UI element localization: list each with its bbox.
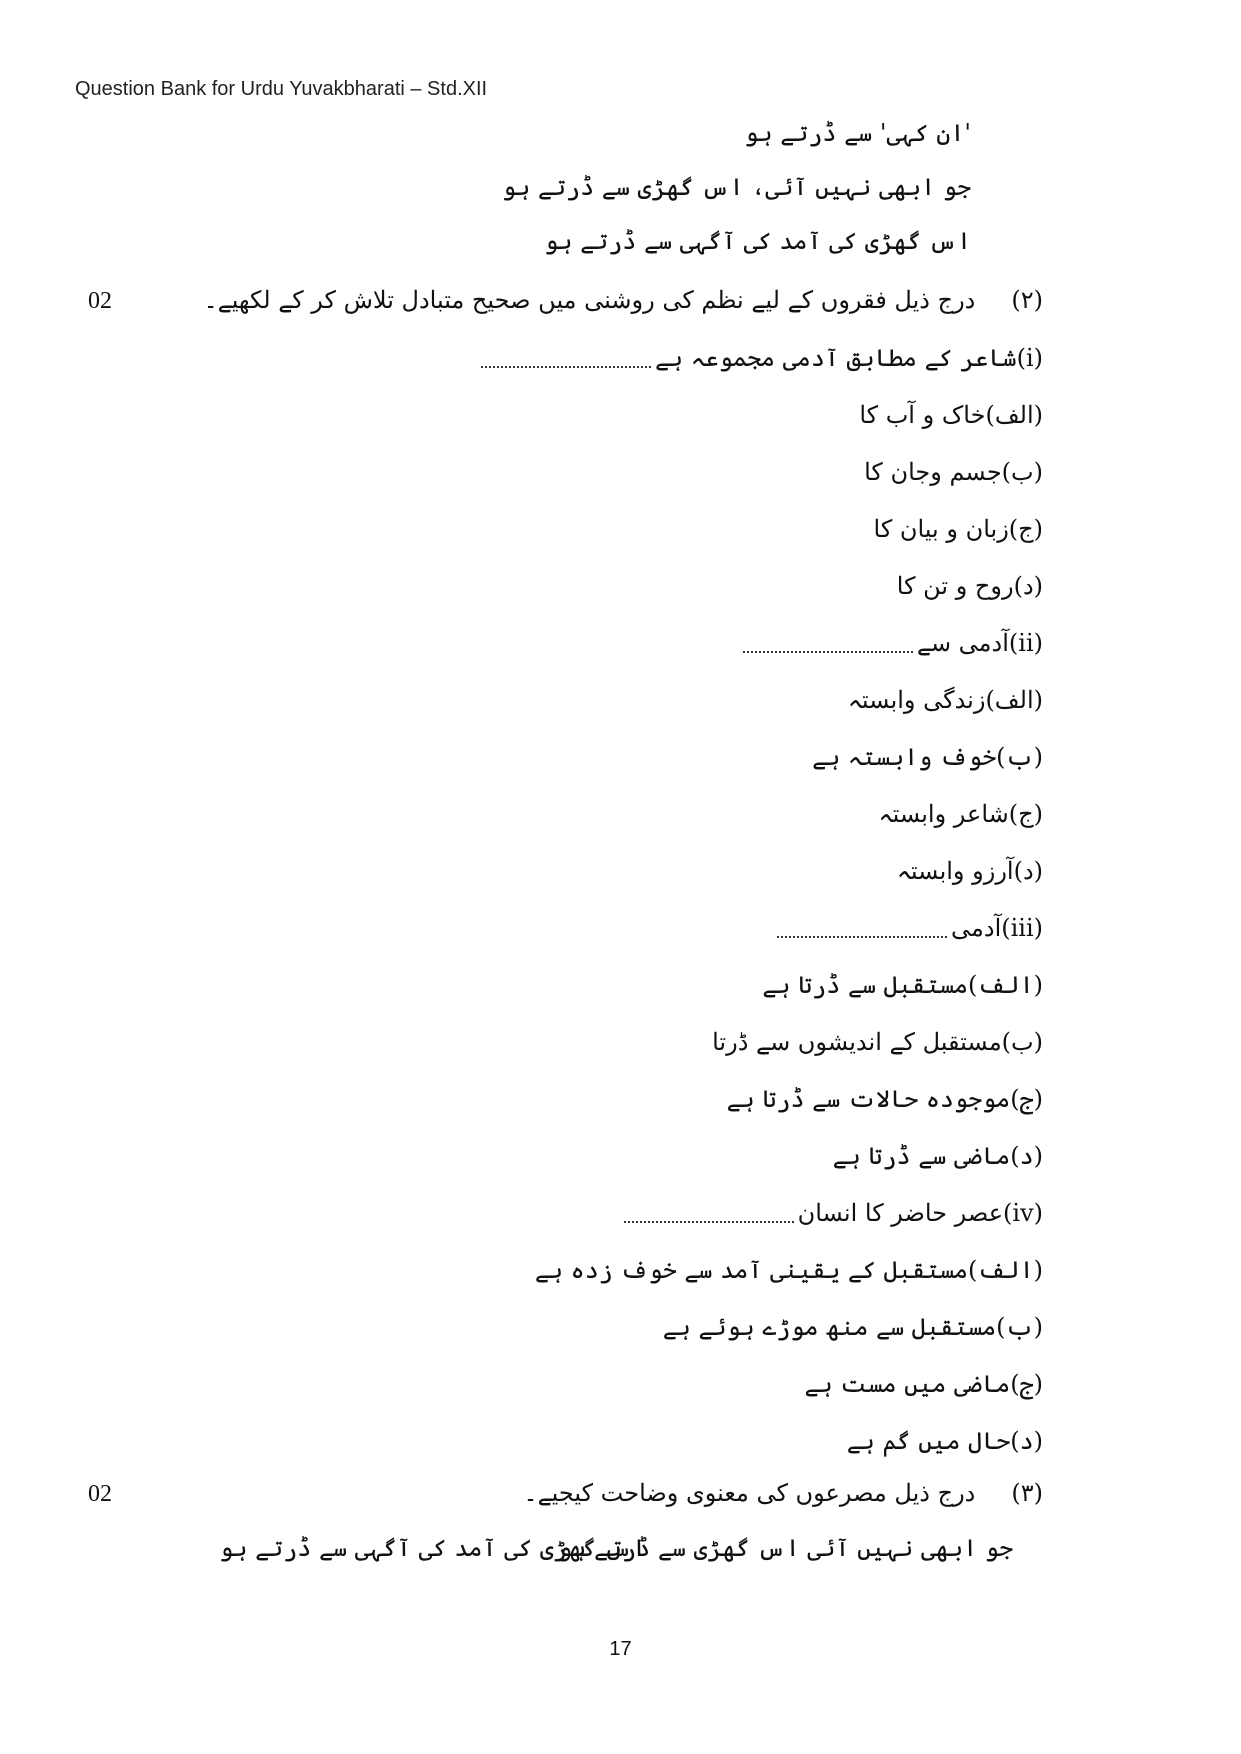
- item-iii-option-b: (ب)مستقبل کے اندیشوں سے ڈرتا: [712, 1028, 1043, 1056]
- answer-blank: [743, 637, 913, 653]
- item-i-stem: (i)شاعر کے مطابق آدمی مجموعہ ہے: [481, 341, 1043, 375]
- answer-blank: [624, 1207, 794, 1223]
- couplet-line-1: جو ابھی نہیں آئی اس گھڑی سے ڈرتے ہو: [558, 1534, 1013, 1562]
- item-i-option-c: (ج)زبان و بیان کا: [873, 515, 1043, 543]
- item-i-option-d: (د)روح و تن کا: [896, 572, 1043, 600]
- question-3-number: (۳): [1011, 1479, 1043, 1507]
- question-3: [524, 1476, 1043, 1510]
- question-2-text: درج ذیل فقروں کے لیے نظم کی روشنی میں صحیح متبادل تلاش کر کے لکھیے۔: [203, 286, 976, 314]
- question-3-marks: 02: [88, 1481, 112, 1507]
- item-ii-option-a: (الف)زندگی وابستہ: [847, 686, 1043, 714]
- item-iii-stem: (iii)آدمی: [777, 911, 1043, 945]
- question-2-marks: 02: [88, 288, 112, 314]
- item-ii-option-d: (د)آرزو وابستہ: [896, 857, 1043, 885]
- answer-blank: [481, 352, 651, 368]
- page-header: Question Bank for Urdu Yuvakbharati – Std.XII: [75, 78, 488, 100]
- item-iii-option-d: (د)ماضی سے ڈرتا ہے: [832, 1142, 1043, 1170]
- item-i-option-a: (الف)خاک و آب کا: [859, 401, 1043, 429]
- couplet-line-2: اس گھڑی کی آمد کی آگہی سے ڈرتے ہو: [219, 1534, 646, 1562]
- item-ii-option-c: (ج)شاعر وابستہ: [878, 800, 1043, 828]
- item-iv-option-b: (ب)مستقبل سے منھ موڑے ہوئے ہے: [662, 1313, 1043, 1341]
- item-i-option-b: (ب)جسم وجان کا: [864, 458, 1043, 486]
- item-iii-option-a: (الف)مستقبل سے ڈرتا ہے: [762, 971, 1043, 999]
- page-number: 17: [609, 1638, 632, 1660]
- item-iv-stem: (iv)عصر حاضر کا انسان: [624, 1196, 1043, 1230]
- poem-line-3: اس گھڑی کی آمد کی آگہی سے ڈرتے ہو: [544, 227, 971, 255]
- question-2-number: (۲): [1011, 286, 1043, 314]
- poem-line-2: جو ابھی نہیں آئی، اس گھڑی سے ڈرتے ہو: [502, 173, 971, 201]
- item-ii-stem: (ii)آدمی سے: [743, 626, 1043, 660]
- item-iv-option-c: (ج)ماضی میں مست ہے: [804, 1370, 1043, 1398]
- item-iv-option-d: (د)حال میں گم ہے: [846, 1427, 1043, 1455]
- item-ii-option-b: (ب)خوف وابستہ ہے: [812, 743, 1043, 771]
- item-iii-option-c: (ج)موجودہ حالات سے ڈرتا ہے: [726, 1085, 1043, 1113]
- question-3-text: درج ذیل مصرعوں کی معنوی وضاحت کیجیے۔: [523, 1479, 976, 1507]
- item-iv-option-a: (الف)مستقبل کے یقینی آمد سے خوف زدہ ہے: [534, 1256, 1043, 1284]
- answer-blank: [777, 922, 947, 938]
- question-2: [204, 283, 1043, 317]
- poem-line-1: 'ان کہی' سے ڈرتے ہو: [744, 119, 971, 147]
